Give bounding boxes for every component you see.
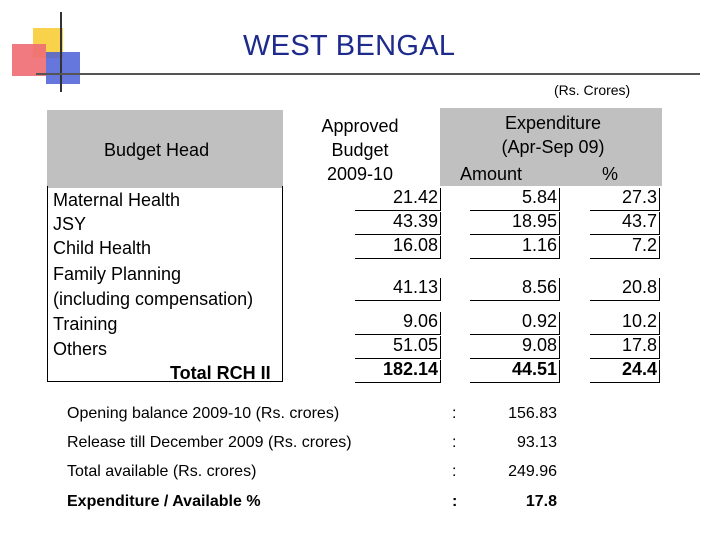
summary-value-release: 93.13 [516, 434, 557, 451]
cell-amount-child: 1.16 [470, 236, 560, 259]
summary-sep-release: : [452, 434, 457, 451]
decor-vertical-line [60, 12, 62, 92]
title-underline [36, 73, 700, 75]
cell-amount-jsy: 18.95 [470, 212, 560, 235]
cell-percent-jsy: 43.7 [590, 212, 660, 235]
cell-amount-maternal: 5.84 [470, 188, 560, 211]
summary-label-release: Release till December 2009 (Rs. crores) [67, 434, 352, 451]
header-approved-line3: 2009-10 [326, 164, 394, 184]
row-label-total: Total RCH II [170, 363, 271, 383]
cell-approved-others: 51.05 [355, 336, 441, 359]
row-label-family-planning-sub: (including compensation) [53, 289, 254, 309]
cell-percent-training: 10.2 [590, 312, 660, 335]
summary-label-total-available: Total available (Rs. crores) [67, 463, 257, 480]
decor-blue-square [46, 52, 80, 84]
cell-approved-family: 41.13 [355, 278, 441, 301]
header-expenditure-line2: (Apr-Sep 09) [501, 137, 605, 157]
page-title: WEST BENGAL [243, 30, 456, 62]
header-budget-head: Budget Head [104, 140, 210, 160]
summary-sep-opening: : [452, 405, 457, 422]
cell-approved-child: 16.08 [355, 236, 441, 259]
cell-amount-training: 0.92 [470, 312, 560, 335]
cell-percent-total: 24.4 [590, 360, 660, 383]
row-label-family-planning: Family Planning [53, 264, 182, 284]
row-label-maternal-health: Maternal Health [53, 190, 181, 210]
cell-percent-maternal: 27.3 [590, 188, 660, 211]
summary-value-exp-available: 17.8 [525, 493, 557, 510]
summary-sep-total-available: : [452, 463, 457, 480]
row-label-training: Training [53, 314, 118, 334]
cell-amount-others: 9.08 [470, 336, 560, 359]
cell-percent-family: 20.8 [590, 278, 660, 301]
units-note: (Rs. Crores) [554, 82, 631, 98]
header-percent: % [602, 164, 619, 184]
cell-approved-training: 9.06 [355, 312, 441, 335]
row-label-child-health: Child Health [53, 238, 152, 258]
cell-approved-total: 182.14 [355, 360, 441, 383]
summary-sep-exp-available: : [452, 493, 458, 510]
cell-amount-total: 44.51 [470, 360, 560, 383]
cell-percent-child: 7.2 [590, 236, 660, 259]
summary-value-total-available: 249.96 [508, 463, 557, 480]
summary-label-opening: Opening balance 2009-10 (Rs. crores) [67, 405, 340, 422]
cell-amount-family: 8.56 [470, 278, 560, 301]
header-approved-line1: Approved [321, 116, 399, 136]
cell-approved-jsy: 43.39 [355, 212, 441, 235]
cell-approved-maternal: 21.42 [355, 188, 441, 211]
row-label-jsy: JSY [53, 214, 87, 234]
cell-percent-others: 17.8 [590, 336, 660, 359]
header-expenditure-line1: Expenditure [504, 113, 602, 133]
summary-label-exp-available: Expenditure / Available % [67, 493, 261, 510]
header-amount: Amount [460, 164, 523, 184]
row-label-others: Others [53, 339, 108, 359]
decor-red-square [12, 44, 46, 76]
summary-value-opening: 156.83 [508, 405, 557, 422]
header-approved-line2: Budget [331, 140, 389, 160]
